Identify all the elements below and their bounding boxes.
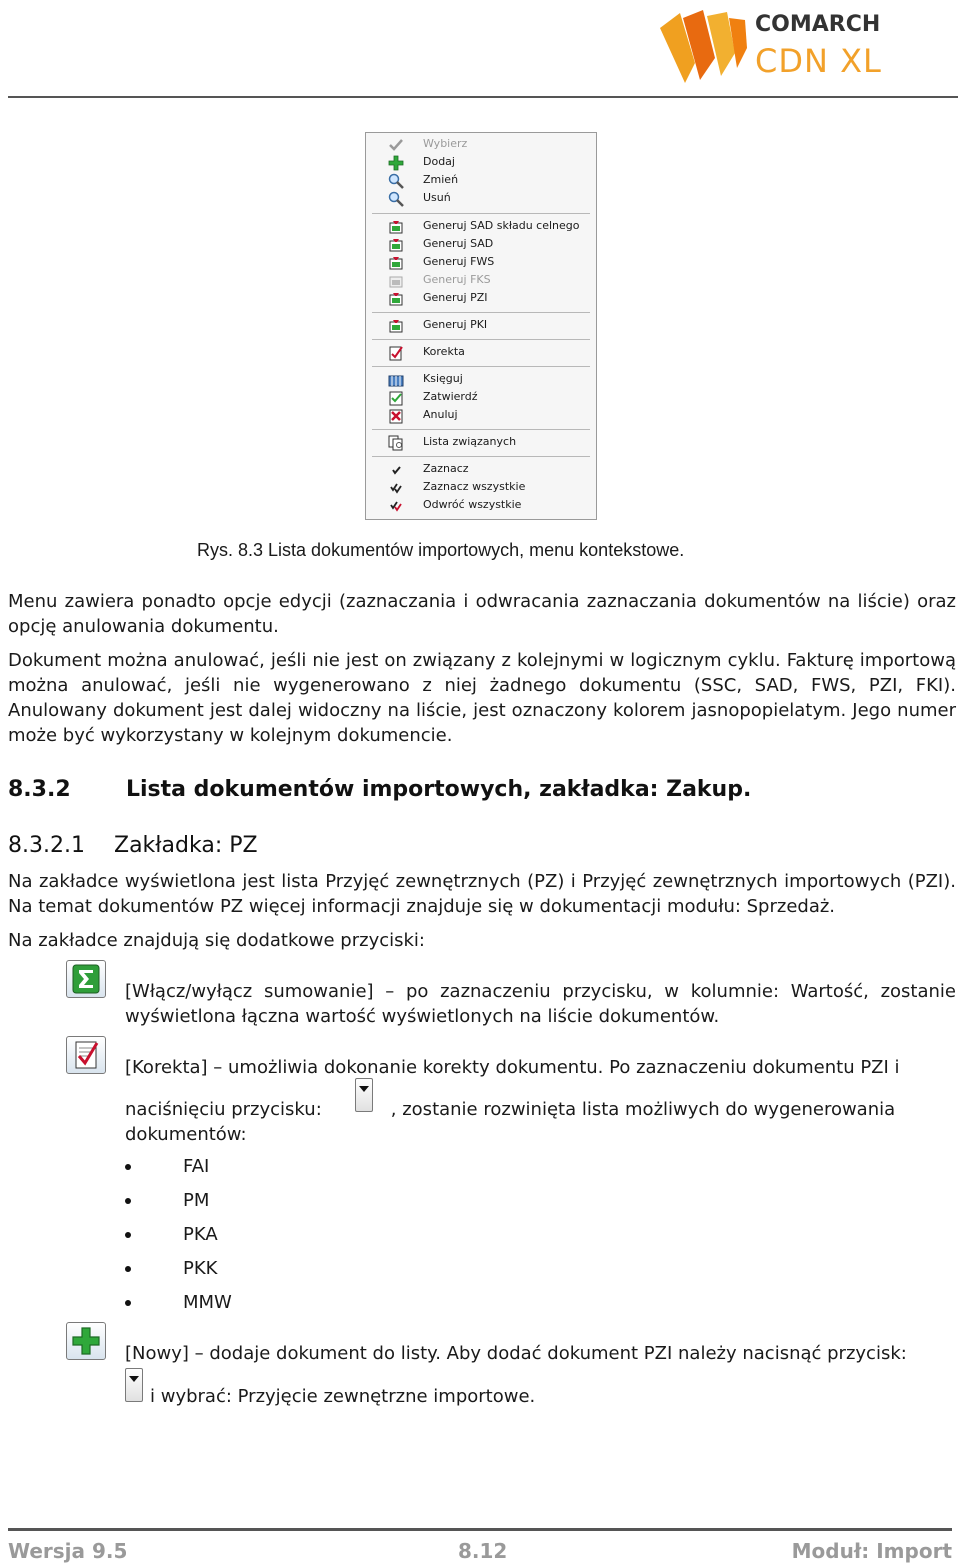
logo-line1: COMARCH: [755, 12, 881, 37]
korekta-dropdown-button[interactable]: [355, 1078, 373, 1112]
add-document-dropdown-button[interactable]: [125, 1368, 143, 1402]
chevron-down-icon: [129, 1376, 139, 1382]
add-document-description-continued: i wybrać: Przyjęcie zewnętrzne importowe.: [150, 1386, 536, 1407]
paragraph-pz-tab: Na zakładce wyświetlona jest lista Przyjęć zewnętrznych (PZ) i Przyjęć zewnętrznych importowych (PZI). Na temat dokumentów PZ więcej informacji znajduje się w dokumentacji modułu: Sprzedaż.: [8, 871, 956, 917]
comarch-logo-icon: [655, 8, 750, 88]
generate-document-icon: [388, 219, 404, 235]
plus-icon: [67, 1323, 105, 1359]
header-divider: [8, 96, 958, 98]
sum-toggle-description: [Włącz/wyłącz sumowanie] – po zaznaczeniu przycisku, w kolumnie: Wartość, zostanie wyświetlona łączna wartość wyświetlonych na liście dokumentów.: [125, 981, 956, 1027]
ledger-icon: [388, 372, 404, 388]
subsection-title: Zakładka: PZ: [114, 833, 258, 858]
add-document-button[interactable]: [66, 1322, 106, 1360]
logo-line2: CDN XL: [755, 42, 882, 80]
correction-icon: [67, 1037, 105, 1073]
menu-item-korekta[interactable]: Korekta: [366, 344, 596, 362]
generate-document-icon: [388, 318, 404, 334]
footer-page-number: 8.12: [458, 1539, 508, 1563]
cancel-icon: [388, 408, 404, 424]
menu-item-anuluj[interactable]: Anuluj: [366, 407, 596, 425]
list-item: PKK: [125, 1258, 217, 1279]
generate-document-icon: [388, 273, 404, 289]
checkmark-icon: [388, 137, 404, 153]
section-heading: [8, 777, 751, 802]
bullet-icon: [125, 1300, 131, 1306]
menu-item-generuj-fws[interactable]: Generuj FWS: [366, 254, 596, 272]
paragraph-extra-buttons: Na zakładce znajdują się dodatkowe przyciski:: [8, 930, 425, 951]
small-check-icon: [388, 462, 404, 478]
list-item: PM: [125, 1190, 209, 1211]
bullet-icon: [125, 1198, 131, 1204]
list-item: FAI: [125, 1156, 209, 1177]
list-item: PKA: [125, 1224, 218, 1245]
korekta-button[interactable]: [66, 1036, 106, 1074]
bullet-icon: [125, 1266, 131, 1272]
approve-icon: [388, 390, 404, 406]
korekta-press-text: naciśnięciu przycisku:: [125, 1099, 322, 1120]
plus-icon: [388, 155, 404, 171]
menu-item-zaznacz-wszystkie[interactable]: Zaznacz wszystkie: [366, 479, 596, 497]
comarch-logo: [655, 8, 885, 88]
subsection-heading: [8, 833, 258, 858]
figure-caption: Rys. 8.3 Lista dokumentów importowych, menu kontekstowe.: [197, 540, 685, 560]
menu-separator: [372, 429, 590, 430]
footer-version: Wersja 9.5: [8, 1539, 128, 1563]
correction-icon: [388, 345, 404, 361]
list-item: MMW: [125, 1292, 232, 1313]
menu-separator: [372, 213, 590, 214]
menu-item-usun[interactable]: Usuń: [366, 190, 596, 208]
double-check-icon: [388, 480, 404, 496]
section-title: Lista dokumentów importowych, zakładka: Zakup.: [126, 777, 752, 802]
sum-toggle-button[interactable]: [66, 960, 106, 998]
menu-item-generuj-sad[interactable]: Generuj SAD: [366, 236, 596, 254]
menu-item-generuj-pki[interactable]: Generuj PKI: [366, 317, 596, 335]
magnifier-delete-icon: [388, 191, 404, 207]
menu-item-dodaj[interactable]: Dodaj: [366, 154, 596, 172]
menu-separator: [372, 456, 590, 457]
menu-item-wybierz[interactable]: Wybierz: [366, 136, 596, 154]
paragraph-menu-options: Menu zawiera ponadto opcje edycji (zaznaczania i odwracania zaznaczania dokumentów na liście) oraz opcję anulowania dokumentu.: [8, 591, 956, 637]
korekta-description: [Korekta] – umożliwia dokonanie korekty dokumentu. Po zaznaczeniu dokumentu PZI i: [125, 1057, 900, 1078]
menu-item-zmien[interactable]: Zmień: [366, 172, 596, 190]
subsection-number: 8.3.2.1: [8, 833, 85, 858]
menu-separator: [372, 312, 590, 313]
section-number: 8.3.2: [8, 777, 71, 802]
korekta-result-text: , zostanie rozwinięta lista możliwych do wygenerowania dokumentów:: [125, 1099, 896, 1145]
bullet-icon: [125, 1164, 131, 1170]
korekta-description-continued: [125, 1097, 956, 1147]
generate-document-icon: [388, 291, 404, 307]
footer-module: Moduł: Import: [791, 1539, 952, 1563]
menu-item-lista-zwiazanych[interactable]: Lista związanych: [366, 434, 596, 452]
menu-item-odwroc-wszystkie[interactable]: Odwróć wszystkie: [366, 497, 596, 515]
add-document-description: [Nowy] – dodaje dokument do listy. Aby dodać dokument PZI należy nacisnąć przycisk:: [125, 1343, 907, 1364]
menu-item-generuj-pzi[interactable]: Generuj PZI: [366, 290, 596, 308]
menu-item-generuj-fks[interactable]: Generuj FKS: [366, 272, 596, 290]
footer-divider: [8, 1528, 952, 1531]
menu-separator: [372, 366, 590, 367]
bullet-icon: [125, 1232, 131, 1238]
paragraph-cancel-document: Dokument można anulować, jeśli nie jest on związany z kolejnymi w logicznym cyklu. Fakturę importową można anulować, jeśli nie wygenerowano z niej żadnego dokumentu (SSC, SAD, FWS, PZI, FKI). Anulowany dokument jest dalej widoczny na liście, jest oznaczony kolorem jasnopopielatym. Jego numer może być wykorzystany w kolejnym dokumencie.: [8, 650, 956, 746]
menu-item-zatwierdz[interactable]: Zatwierdź: [366, 389, 596, 407]
generate-document-icon: [388, 255, 404, 271]
menu-item-zaznacz[interactable]: Zaznacz: [366, 461, 596, 479]
context-menu: [365, 132, 597, 520]
magnifier-icon: [388, 173, 404, 189]
generate-document-icon: [388, 237, 404, 253]
invert-check-icon: [388, 498, 404, 514]
sigma-icon: [67, 961, 105, 997]
menu-separator: [372, 339, 590, 340]
chevron-down-icon: [359, 1086, 369, 1092]
menu-item-ksieguj[interactable]: Księguj: [366, 371, 596, 389]
related-list-icon: [388, 435, 404, 451]
menu-item-generuj-sad-skladu[interactable]: Generuj SAD składu celnego: [366, 218, 596, 236]
